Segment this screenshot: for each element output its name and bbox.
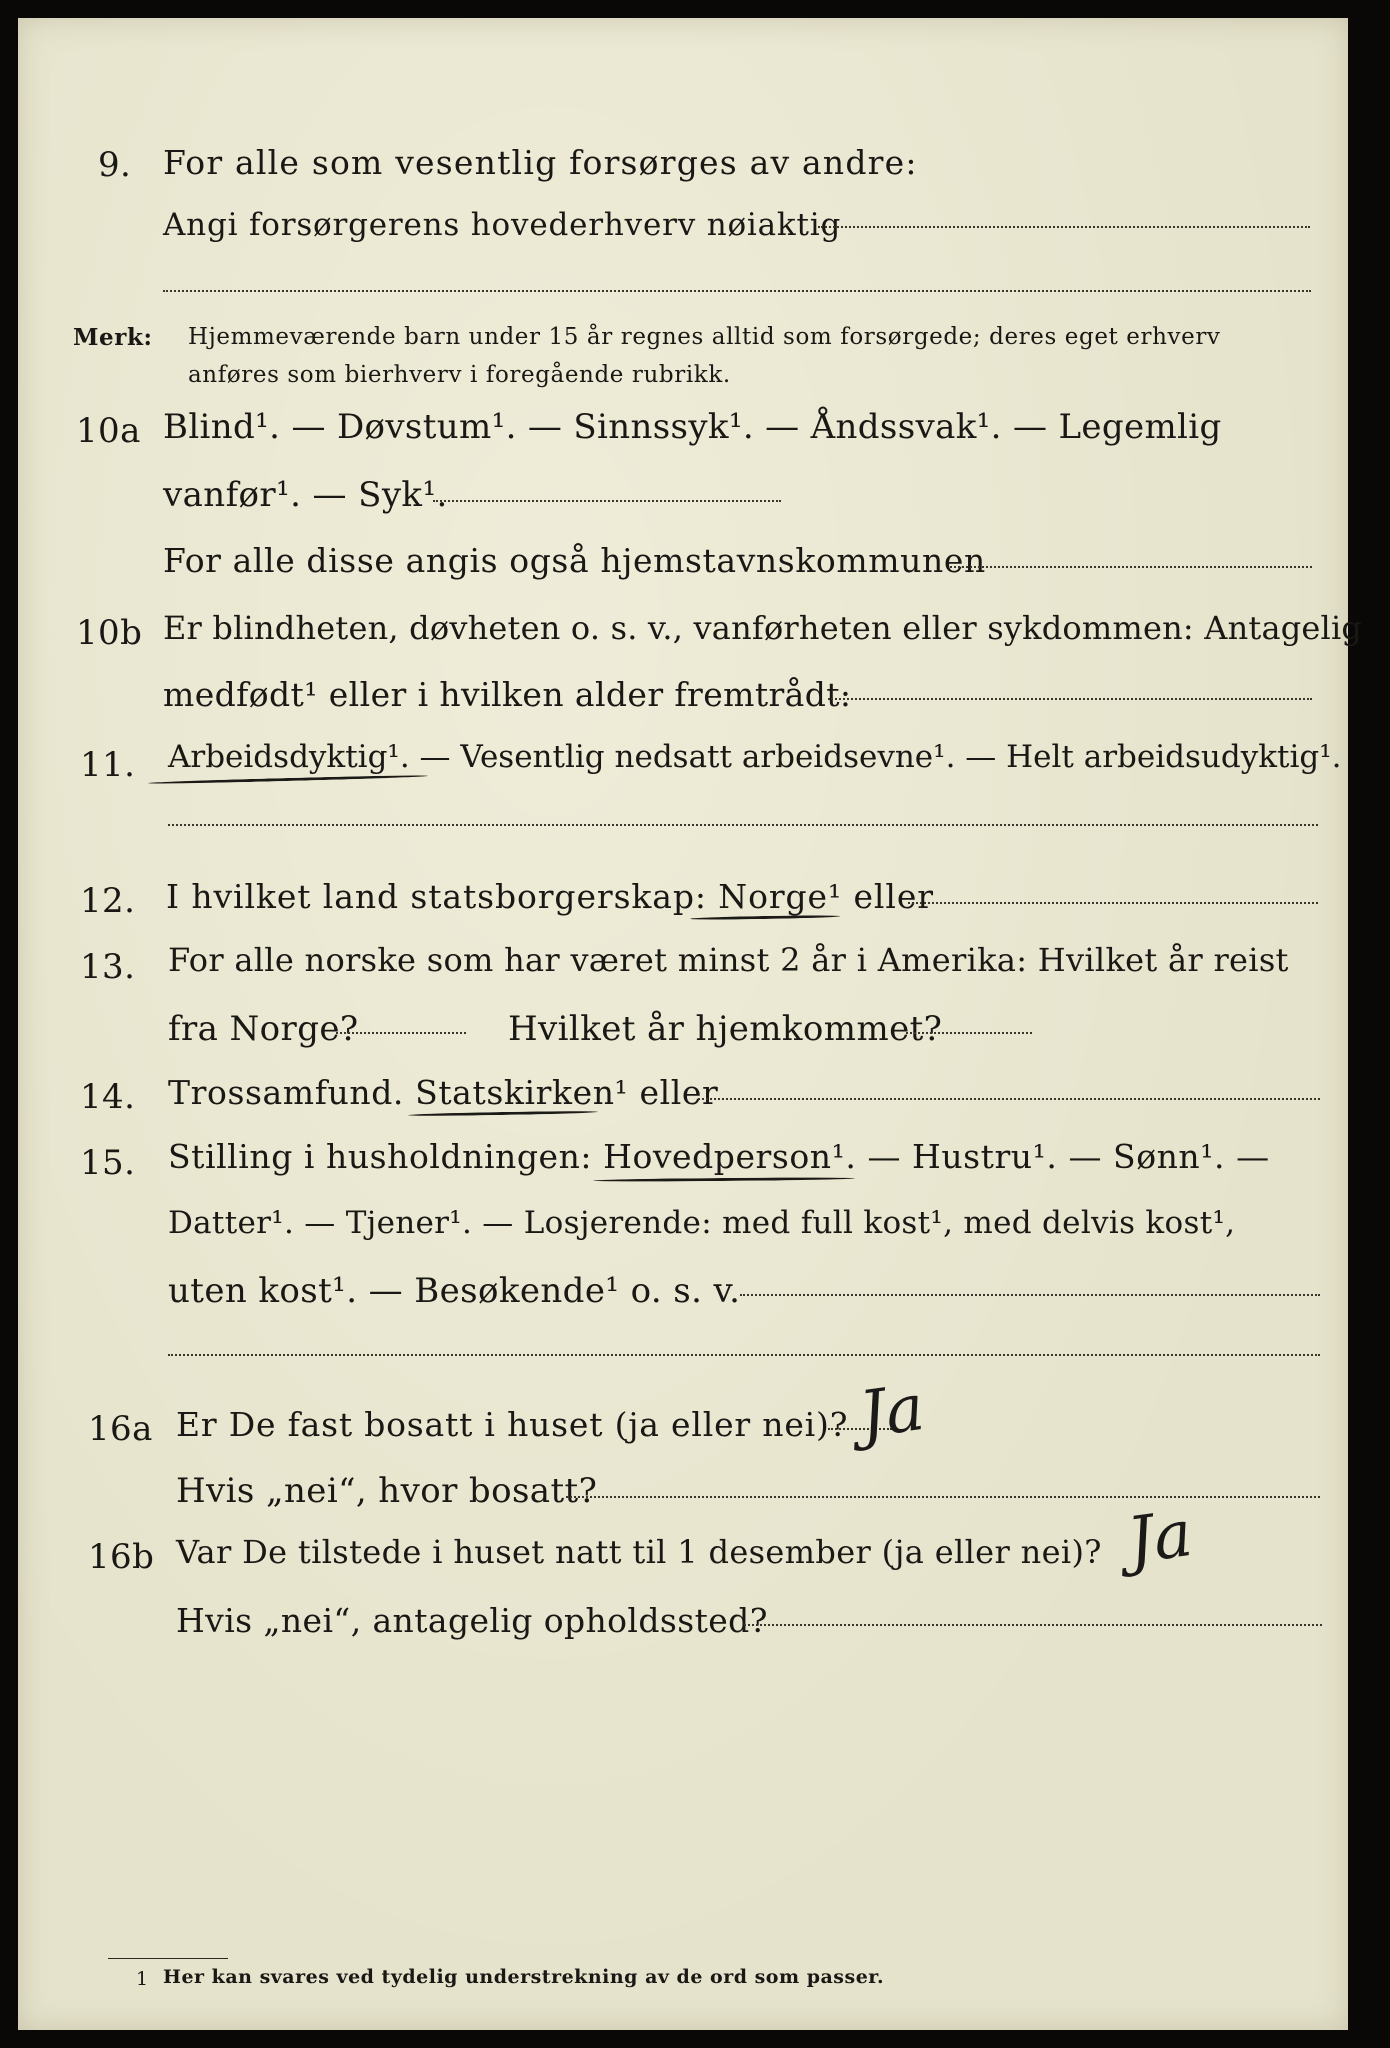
merk-line1: Hjemmeværende barn under 15 år regnes alltid som forsørgede; deres eget erhverv [188,324,1221,350]
q10a-answer-line[interactable] [433,500,781,502]
q16b-line1: Var De tilstede i huset natt til 1 desember (ja eller nei)? [176,1533,1102,1571]
q13-return-line[interactable] [906,1032,1032,1034]
q15-answer-line[interactable] [740,1294,1320,1296]
q9-number: 9. [98,145,132,185]
q15-answer-line-2[interactable] [168,1354,1320,1356]
q15-number: 15. [80,1143,136,1183]
q10a-hometown-line[interactable] [950,566,1312,568]
q16a-handwritten-answer: Ja [855,1370,929,1454]
q16a-number: 16a [88,1409,153,1449]
q15-line2: Datter¹. — Tjener¹. — Losjerende: med full kost¹, med delvis kost¹, [168,1205,1236,1241]
q11-answer-line[interactable] [168,824,1318,826]
footnote-mark: 1 [136,1968,149,1990]
q11-line1: Arbeidsdyktig¹. — Vesentlig nedsatt arbeidsevne¹. — Helt arbeidsudyktig¹. [168,739,1342,775]
footnote-text: Her kan svares ved tydelig understrekning av de ord som passer. [163,1966,885,1988]
census-form-page [18,18,1363,2030]
q11-underline-handmark [148,774,428,784]
q9-line2: Angi forsørgerens hovederhverv nøiaktig [163,207,842,243]
q16b-whereabouts-line[interactable] [744,1624,1322,1626]
q16b-line2: Hvis „nei“, antagelig opholdssted? [176,1601,768,1640]
q9-answer-line[interactable] [818,226,1310,228]
merk-line2: anføres som bierhverv i foregående rubrikk. [188,362,731,388]
q10b-number: 10b [76,613,143,653]
q13-line2b: Hvilket år hjemkommet? [508,1009,943,1049]
q13-line2a: fra Norge? [168,1009,359,1049]
q10b-answer-line[interactable] [828,698,1312,700]
q16a-line2: Hvis „nei“, hvor bosatt? [176,1471,598,1511]
q16a-residence-line[interactable] [566,1496,1320,1498]
q12-answer-line[interactable] [908,902,1318,904]
footnote-rule [108,1958,228,1959]
q10a-number: 10a [76,411,141,451]
q16b-number: 16b [88,1537,155,1577]
q11-number: 11. [80,745,136,785]
q9-line1: For alle som vesentlig forsørges av andre: [163,143,918,182]
q15-underline-handmark [593,1177,855,1182]
q10a-line2: vanfør¹. — Syk¹. [163,475,448,515]
q13-departure-line[interactable] [336,1032,466,1034]
q16b-handwritten-answer: Ja [1123,1496,1197,1580]
q10a-line1: Blind¹. — Døvstum¹. — Sinnssyk¹. — Åndssvak¹. — Legemlig [163,407,1222,447]
q12-number: 12. [80,881,136,921]
q14-number: 14. [80,1077,136,1117]
q10b-line1: Er blindheten, døvheten o. s. v., vanførheten eller sykdommen: Antagelig [163,609,1363,647]
q12-line1: I hvilket land statsborgerskap: Norge¹ eller [166,877,934,916]
q16a-line1: Er De fast bosatt i huset (ja eller nei)? [176,1405,849,1444]
q15-line3: uten kost¹. — Besøkende¹ o. s. v. [168,1271,741,1311]
q14-answer-line[interactable] [698,1098,1320,1100]
q13-number: 13. [80,947,136,987]
q10b-line2: medfødt¹ eller i hvilken alder fremtrådt: [163,675,852,714]
q15-line1: Stilling i husholdningen: Hovedperson¹. — Hustru¹. — Sønn¹. — [168,1137,1270,1176]
q13-line1: For alle norske som har været minst 2 år i Amerika: Hvilket år reist [168,941,1289,979]
q9-answer-line-2[interactable] [163,290,1311,292]
merk-label: Merk: [73,324,153,351]
q10a-line3: For alle disse angis også hjemstavnskommunen [163,541,986,580]
q14-line1: Trossamfund. Statskirken¹ eller [168,1073,719,1112]
